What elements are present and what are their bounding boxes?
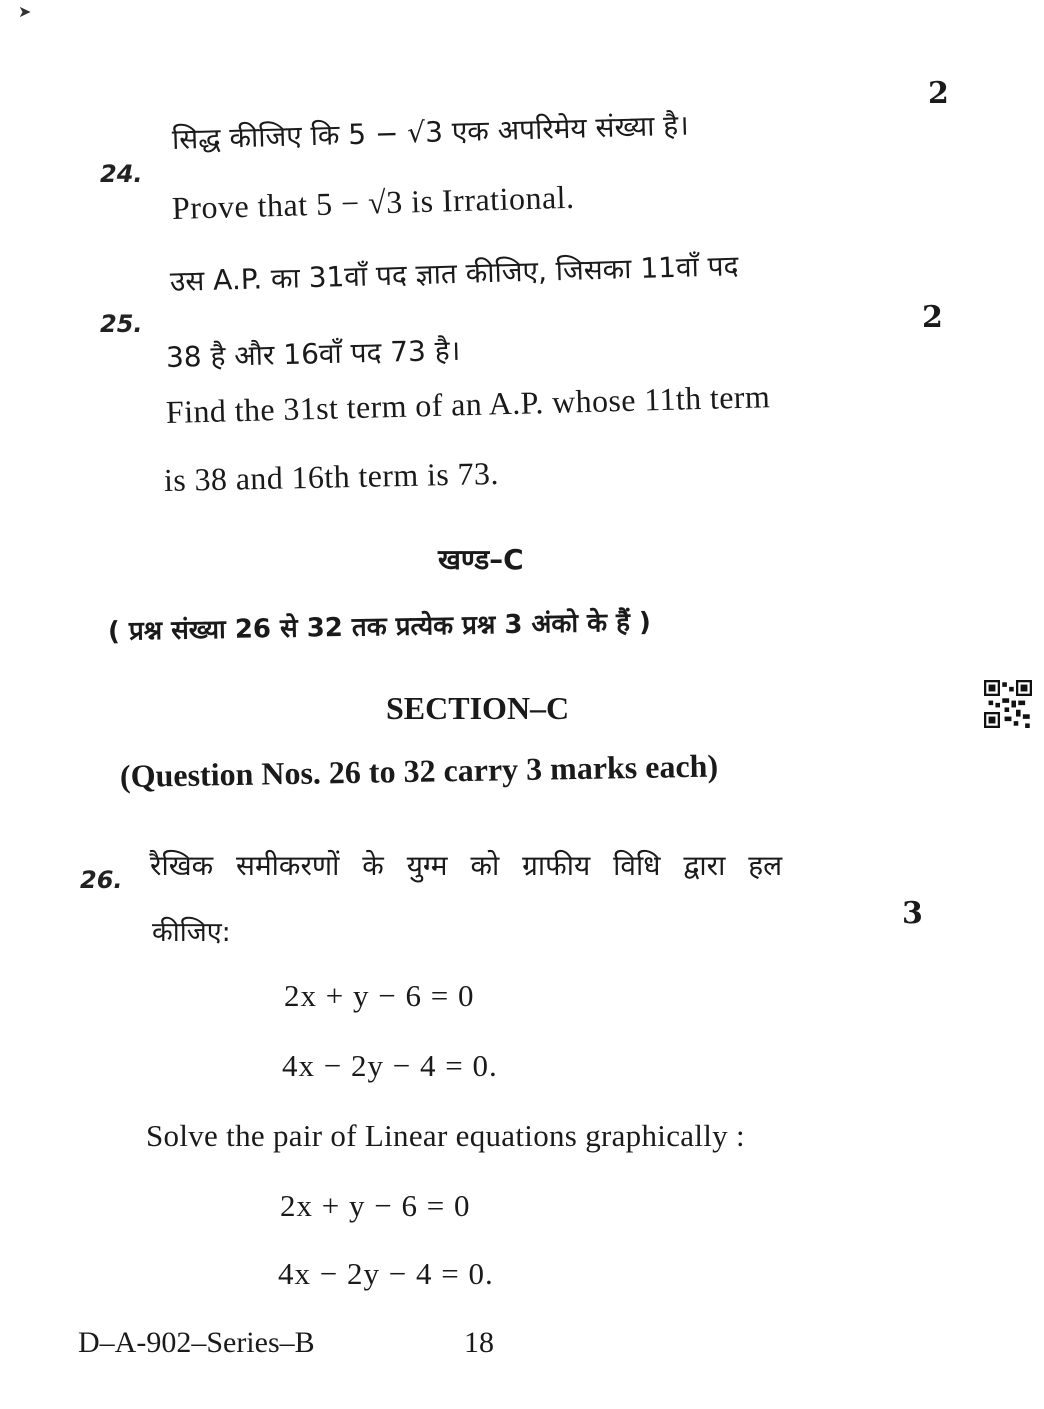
question-26-number: 26.	[80, 866, 123, 894]
question-24-english: Prove that 5 − √3 is Irrational.	[171, 178, 575, 226]
question-24-number: 24.	[100, 160, 143, 188]
question-25-hindi-line2: 38 है और 16वाँ पद 73 है।	[165, 333, 461, 374]
question-24-hindi: सिद्ध कीजिए कि 5 − √3 एक अपरिमेय संख्या है।	[171, 108, 690, 156]
page-number: 18	[464, 1326, 494, 1359]
question-24-marks: 2	[928, 76, 949, 111]
footer-series-code: D–A-902–Series–B	[78, 1326, 315, 1359]
section-note-english: (Question Nos. 26 to 32 carry 3 marks each)	[119, 747, 719, 794]
corner-mark: ➤	[18, 2, 32, 21]
question-25-marks: 2	[922, 300, 943, 335]
section-title-english: SECTION–C	[386, 690, 570, 726]
section-title-hindi: खण्ड–C	[438, 543, 524, 576]
question-26-english: Solve the pair of Linear equations graphically :	[146, 1118, 745, 1153]
question-26-hindi-line1: रैखिक समीकरणों के युग्म को ग्राफीय विधि द्वारा हल	[150, 849, 783, 882]
question-26-marks: 3	[902, 896, 923, 931]
equation-2-english: 4x − 2y − 4 = 0.	[278, 1256, 494, 1291]
question-25-hindi-line1: उस A.P. का 31वाँ पद ज्ञात कीजिए, जिसका 11वाँ पद	[169, 249, 739, 298]
equation-2-hindi: 4x − 2y − 4 = 0.	[282, 1048, 498, 1083]
qr-code	[984, 680, 1032, 728]
equation-1-hindi: 2x + y − 6 = 0	[284, 978, 475, 1013]
question-25-english-line2: is 38 and 16th term is 73.	[163, 454, 500, 498]
question-26-hindi-line2: कीजिए:	[152, 917, 231, 948]
question-25-english-line1: Find the 31st term of an A.P. whose 11th term	[165, 378, 771, 430]
equation-1-english: 2x + y − 6 = 0	[280, 1188, 471, 1223]
question-25-number: 25.	[100, 310, 143, 338]
section-note-hindi: ( प्रश्न संख्या 26 से 32 तक प्रत्येक प्रश्न 3 अंको के हैं )	[107, 607, 652, 647]
